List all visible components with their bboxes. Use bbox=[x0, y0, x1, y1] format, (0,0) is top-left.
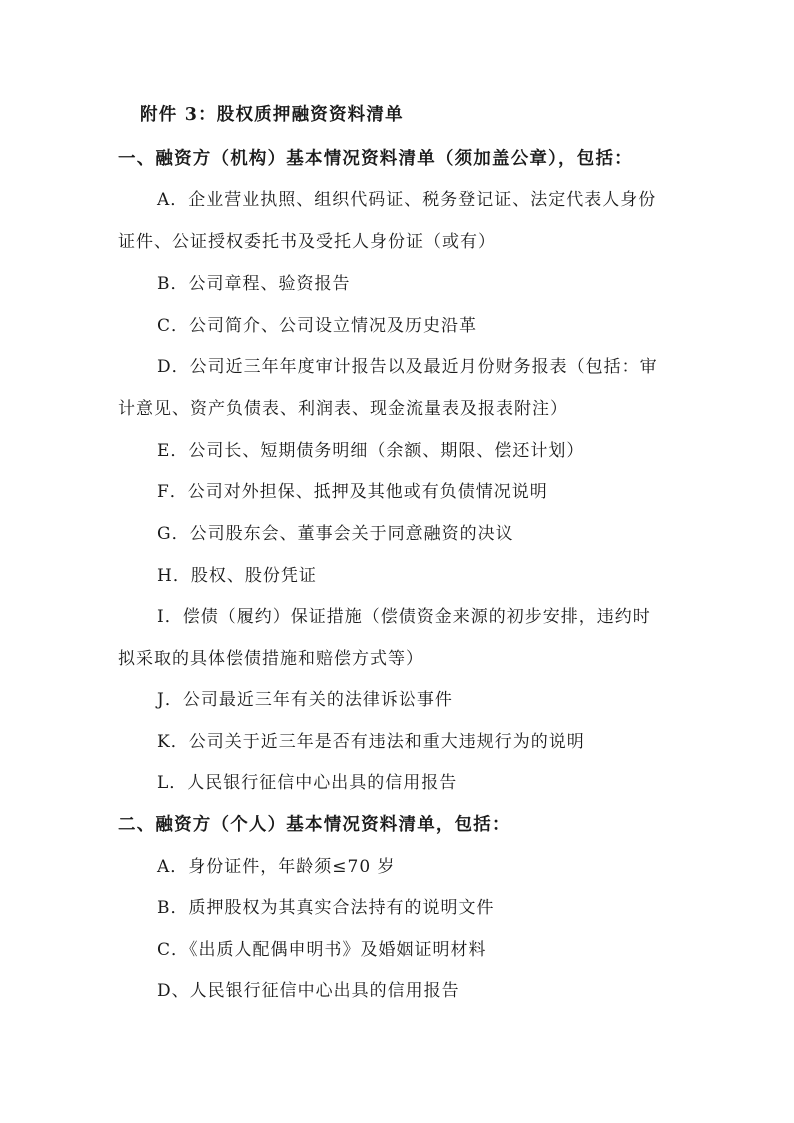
section-2-item-c: C．《出质人配偶申明书》及婚姻证明材料 bbox=[157, 940, 487, 960]
section-1-item-j: J．公司最近三年有关的法律诉讼事件 bbox=[157, 690, 453, 710]
section-1-item-c: C．公司简介、公司设立情况及历史沿革 bbox=[157, 316, 478, 336]
section-1-item-i-continued: 拟采取的具体偿债措施和赔偿方式等） bbox=[118, 649, 424, 669]
section-1-item-a-continued: 证件、公证授权委托书及受托人身份证（或有） bbox=[118, 232, 496, 252]
section-2-item-d: D、人民银行征信中心出具的信用报告 bbox=[157, 981, 460, 1001]
section-1-item-k: K．公司关于近三年是否有违法和重大违规行为的说明 bbox=[157, 732, 585, 752]
section-1-item-a: A．企业营业执照、组织代码证、税务登记证、法定代表人身份 bbox=[157, 190, 657, 210]
section-1-item-f: F．公司对外担保、抵押及其他或有负债情况说明 bbox=[157, 482, 548, 502]
section-1-heading: 一、融资方（机构）基本情况资料清单（须加盖公章），包括： bbox=[118, 149, 633, 169]
section-2-item-b: B．质押股权为其真实合法持有的说明文件 bbox=[157, 898, 495, 918]
section-1-item-i: I．偿债（履约）保证措施（偿债资金来源的初步安排，违约时 bbox=[157, 607, 651, 627]
section-2-item-a: A．身份证件，年龄须≤70 岁 bbox=[157, 857, 396, 877]
section-1-item-d-continued: 计意见、资产负债表、利润表、现金流量表及报表附注） bbox=[118, 399, 568, 419]
section-1-item-g: G．公司股东会、董事会关于同意融资的决议 bbox=[157, 524, 514, 544]
section-1-item-h: H．股权、股份凭证 bbox=[157, 566, 317, 586]
section-1-item-d: D．公司近三年年度审计报告以及最近月份财务报表（包括：审 bbox=[157, 357, 658, 377]
section-1-item-l: L．人民银行征信中心出具的信用报告 bbox=[157, 773, 458, 793]
section-2-heading: 二、融资方（个人）基本情况资料清单，包括： bbox=[118, 815, 511, 835]
section-1-item-b: B．公司章程、验资报告 bbox=[157, 274, 351, 294]
document-title: 附件 3：股权质押融资资料清单 bbox=[140, 105, 404, 125]
section-1-item-e: E．公司长、短期债务明细（余额、期限、偿还计划） bbox=[157, 441, 585, 461]
